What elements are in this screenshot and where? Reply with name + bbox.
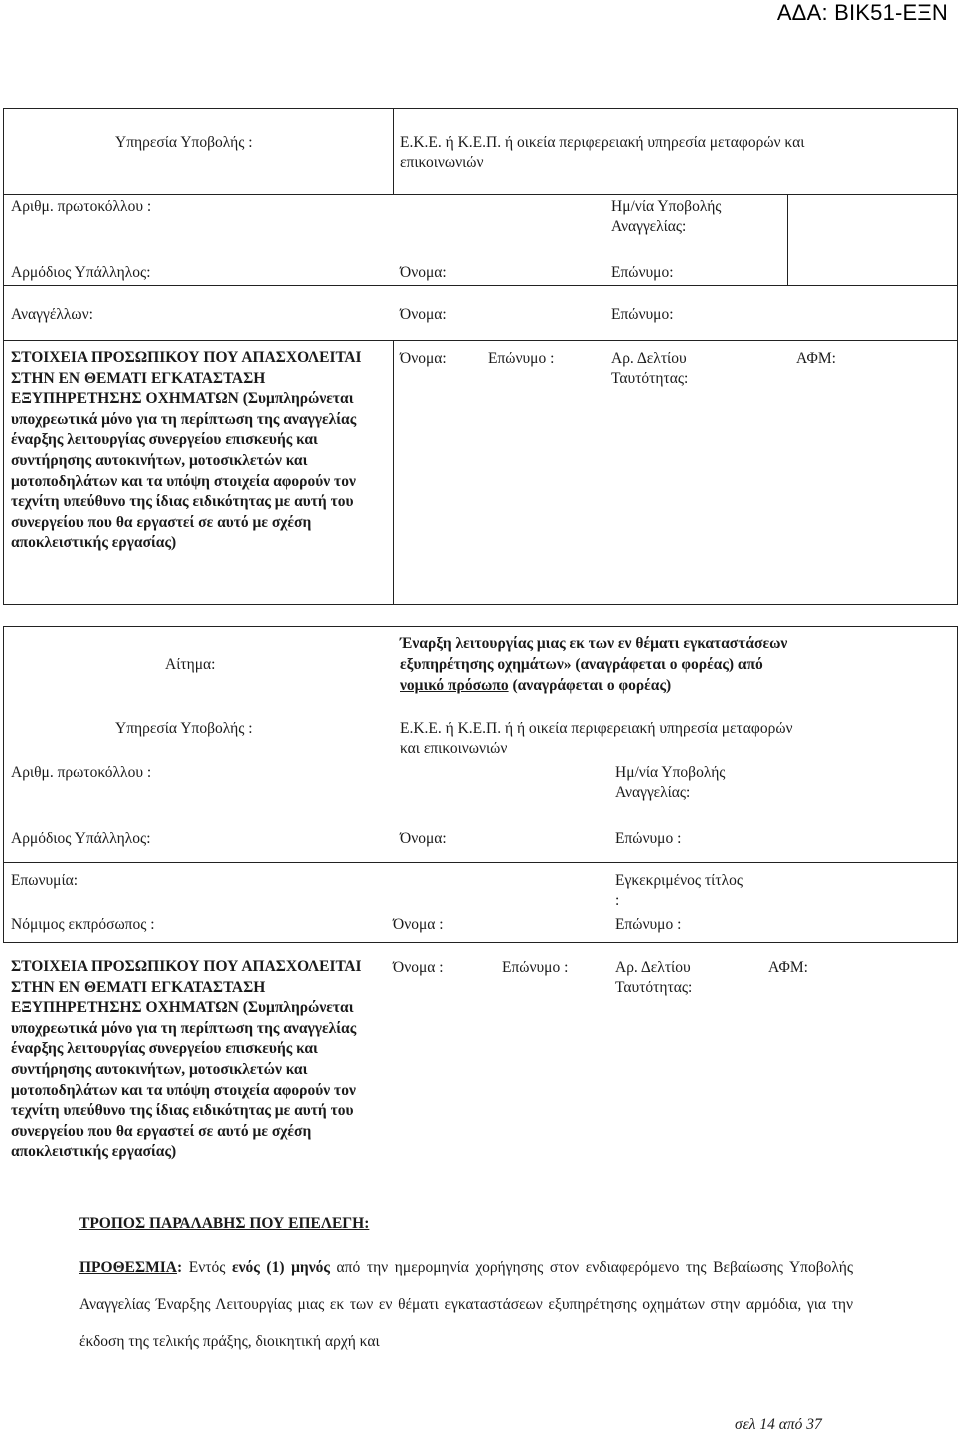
submission-service-value-2: Ε.Κ.Ε. ή Κ.Ε.Π. ή ή οικεία περιφερειακή υπηρεσία μεταφορών και επικοινωνιών (400, 720, 793, 757)
legal-rep-name-label: Όνομα : (393, 916, 444, 933)
deadline-colon: : (176, 1259, 183, 1276)
officer-label-2: Αρμόδιος Υπάλληλος: (11, 830, 151, 847)
staff-name-label: Όνομα: (400, 350, 447, 367)
deadline-label: ΠΡΟΘΕΣΜΙΑ (79, 1259, 177, 1276)
deadline-text-2: από την ημερομηνία χορήγησης στον ενδιαφερόμενο της Βεβαίωσης Υποβολής Αναγγελίας Έναρξης Λειτουργίας μιας εκ των εν θέματι εγκαταστάσεων εξυπηρέτησης οχημάτων στην αρμόδια, για την έκδοση της τελικής πράξης, διοικητική αρχή και (79, 1259, 854, 1350)
approved-title-label: Εγκεκριμένος τίτλος : (615, 872, 743, 909)
deadline-paragraph (79, 1249, 853, 1360)
legal-entity-link[interactable]: νομικό πρόσωπο (400, 677, 509, 694)
officer-surname-label-2: Επώνυμο : (615, 830, 682, 847)
legal-rep-surname-label: Επώνυμο : (615, 916, 682, 933)
officer-label: Αρμόδιος Υπάλληλος: (11, 264, 151, 281)
ada-header: ΑΔΑ: ΒΙΚ51-ΕΞΝ (776, 0, 948, 25)
company-label: Επωνυμία: (11, 872, 79, 889)
announcer-surname-label: Επώνυμο: (611, 306, 674, 323)
request-value-text-1: Έναρξη λειτουργίας μιας εκ των εν θέματι εγκαταστάσεων εξυπηρέτησης οχημάτων» (αναγράφεται ο φορέας) από (400, 635, 788, 673)
date-label: Ημ/νία Υποβολής Αναγγελίας: (611, 198, 722, 235)
protocol-label-2: Αριθμ. πρωτοκόλλου : (11, 764, 152, 781)
staff-id-label-2: Αρ. Δελτίου Ταυτότητας: (615, 959, 693, 996)
staff-label-2: ΣΤΟΙΧΕΙΑ ΠΡΟΣΩΠΙΚΟΥ ΠΟΥ ΑΠΑΣΧΟΛΕΙΤΑΙ ΣΤΗΝ ΕΝ ΘΕΜΑΤΙ ΕΓΚΑΤΑΣΤΑΣΗ ΕΞΥΠΗΡΕΤΗΣΗΣ ΟΧΗΜΑΤΩΝ (Συμπληρώνεται υποχρεωτικά μόνο για τη περίπτωση της αναγγελίας έναρξης λειτουργίας συνεργείου επισκευής και συντήρησης αυτοκινήτων, μοτοσικλετών και μοτοποδηλάτων και τα υπόψη στοιχεία αφορούν τον τεχνίτη υπεύθυνο της ίδιας ειδικότητας με αυτή του συνεργείου που θα εργαστεί σε αυτό με σχέση αποκλειστικής εργασίας) (11, 958, 362, 1161)
staff-surname-label-2: Επώνυμο : (502, 959, 569, 976)
staff-afm-label: ΑΦΜ: (796, 350, 836, 367)
staff-label: ΣΤΟΙΧΕΙΑ ΠΡΟΣΩΠΙΚΟΥ ΠΟΥ ΑΠΑΣΧΟΛΕΙΤΑΙ ΣΤΗΝ ΕΝ ΘΕΜΑΤΙ ΕΓΚΑΤΑΣΤΑΣΗ ΕΞΥΠΗΡΕΤΗΣΗΣ ΟΧΗΜΑΤΩΝ (Συμπληρώνεται υποχρεωτικά μόνο για τη περίπτωση της αναγγελίας έναρξης λειτουργίας συνεργείου επισκευής και συντήρησης αυτοκινήτων, μοτοσικλετών και μοτοποδηλάτων και τα υπόψη στοιχεία αφορούν τον τεχνίτη υπεύθυνο της ίδιας ειδικότητας με αυτή του συνεργείου που θα εργαστεί σε αυτό με σχέση αποκλειστικής εργασίας) (11, 349, 362, 552)
submission-service-value: Ε.Κ.Ε. ή Κ.Ε.Π. ή οικεία περιφερειακή υπηρεσία μεταφορών και επικοινωνιών (400, 134, 805, 171)
deadline-period: ενός (1) μηνός (231, 1259, 330, 1276)
staff-surname-label: Επώνυμο : (488, 350, 555, 367)
announcer-name-label: Όνομα: (400, 306, 447, 323)
officer-surname-label: Επώνυμο: (611, 264, 674, 281)
staff-afm-label-2: ΑΦΜ: (768, 959, 808, 976)
page-number: σελ 14 από 37 (735, 1416, 822, 1433)
officer-name-label-2: Όνομα: (400, 830, 447, 847)
request-value (400, 633, 810, 696)
officer-name-label: Όνομα: (400, 264, 447, 281)
request-label: Αίτημα: (165, 656, 216, 673)
pickup-method-label: ΤΡΟΠΟΣ ΠΑΡΑΛΑΒΗΣ ΠΟΥ ΕΠΕΛΕΓΗ: (79, 1215, 370, 1232)
request-value-text-2: (αναγράφεται ο φορέας) (512, 677, 672, 694)
deadline-text-1: Εντός (182, 1259, 232, 1276)
submission-service-label-2: Υπηρεσία Υποβολής : (115, 720, 253, 737)
protocol-label: Αριθμ. πρωτοκόλλου : (11, 198, 152, 215)
staff-id-label: Αρ. Δελτίου Ταυτότητας: (611, 350, 689, 387)
staff-name-label-2: Όνομα : (393, 959, 444, 976)
submission-service-label: Υπηρεσία Υποβολής : (115, 134, 253, 151)
announcer-label: Αναγγέλλων: (11, 306, 93, 323)
date-label-2: Ημ/νία Υποβολής Αναγγελίας: (615, 764, 726, 801)
legal-rep-label: Νόμιμος εκπρόσωπος : (11, 916, 155, 933)
